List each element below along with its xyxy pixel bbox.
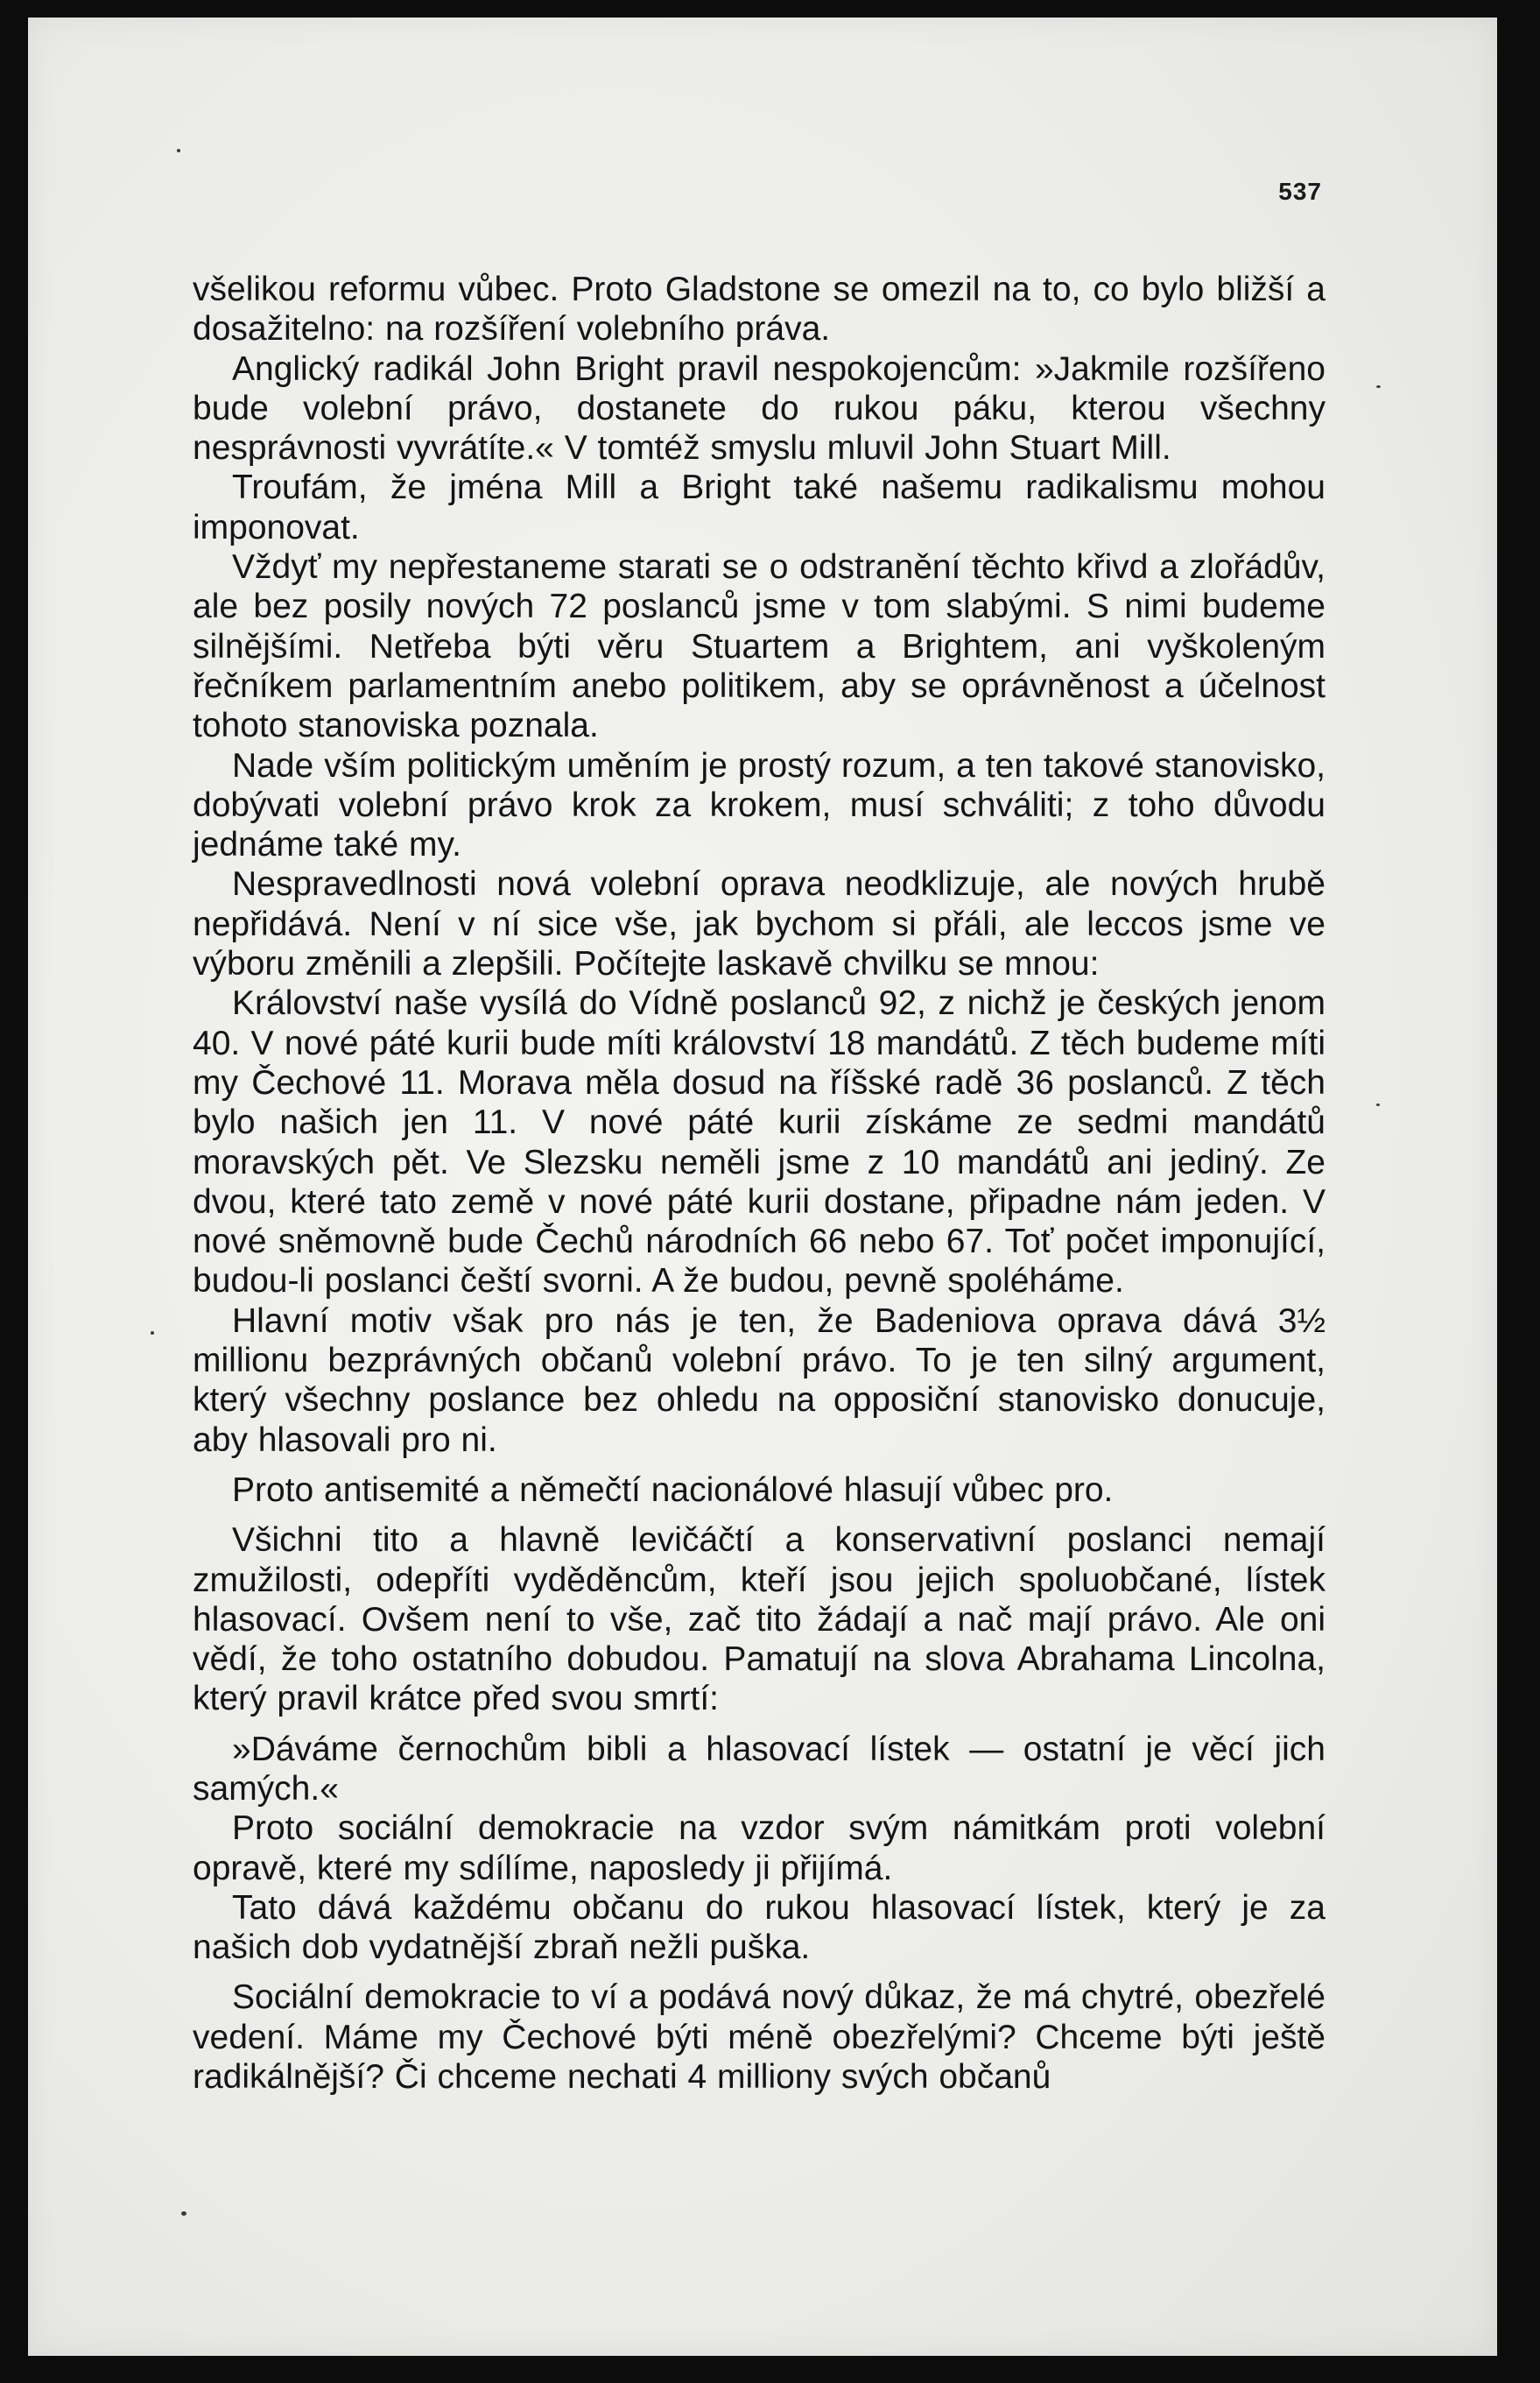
paragraph: Hlavní motiv však pro nás je ten, že Badeniova oprava dává 3½ millionu bezprávných občanů volební právo. To je ten silný argument, který všechny poslance bez ohledu na opposiční stanovisko donucuje, aby hlasovali pro ni. [193, 1301, 1326, 1459]
paragraph: Sociální demokracie to ví a podává nový důkaz, že má chytré, obezřelé vedení. Máme my Čechové býti méně obezřelými? Chceme býti ještě radikálnější? Či chceme nechati 4 milliony svých občanů [193, 1978, 1326, 2097]
scan-speck [177, 149, 180, 152]
scan-speck [151, 1331, 154, 1335]
body-text [193, 270, 1326, 2097]
paragraph: Troufám, že jména Mill a Bright také našemu radikalismu mohou imponovat. [193, 469, 1326, 546]
paragraph: Proto antisemité a němečtí nacionálové hlasují vůbec pro. [232, 1470, 1114, 1509]
paragraph: Anglický radikál John Bright pravil nespokojencům: »Jakmile rozšířeno bude volební právo, dostanete do rukou páku, kterou všechny nesprávnosti vyvrátíte.« V tomtéž smyslu mluvil John Stuart Mill. [193, 349, 1326, 468]
book-page [28, 18, 1497, 2356]
scan-speck [1376, 1103, 1380, 1106]
page-number: 537 [1278, 178, 1322, 205]
paragraph: Království naše vysílá do Vídně poslanců 92, z nichž je českých jenom 40. V nové páté kurii bude míti království 18 mandátů. Z těch budeme míti my Čechové 11. Morava měla dosud na říšské radě 36 poslanců. Z těch bylo našich jen 11. V nové páté kurii získáme ze sedmi mandátů moravských pět. Ve Slezsku neměli jsme z 10 mandátů ani jediný. Ze dvou, které tato země v nové páté kurii dostane, připadne nám jeden. V nové sněmovně bude Čechů národních 66 nebo 67. Toť počet imponující, budou-li poslanci čeští svorni. A že budou, pevně spoléháme. [193, 984, 1326, 1301]
paragraph: Proto sociální demokracie na vzdor svým námitkám proti volební opravě, které my sdílíme, naposledy ji přijímá. [193, 1809, 1326, 1887]
paragraph: Nade vším politickým uměním je prostý rozum, a ten takové stanovisko, dobývati volební právo krok za krokem, musí schváliti; z toho důvodu jednáme také my. [193, 746, 1326, 864]
paragraph: Tato dává každému občanu do rukou hlasovací lístek, který je za našich dob vydatnější zbraň nežli puška. [193, 1888, 1326, 1967]
paragraph: Nespravedlnosti nová volební oprava neodklizuje, ale nových hrubě nepřidává. Není v ní sice vše, jak bychom si přáli, ale leccos jsme ve výboru změnili a zlepšili. Počítejte laskavě chvilku se mnou: [193, 865, 1326, 984]
paragraph: všelikou reformu vůbec. Proto Gladstone se omezil na to, co bylo bližší a dosažitelno: na rozšíření volebního práva. [193, 271, 1326, 349]
paragraph: Všichni tito a hlavně levičáčtí a konservativní poslanci nemají zmužilosti, odepříti vyděděncům, kteří jsou jejich spoluobčané, lístek hlasovací. Ovšem není to vše, zač tito žádají a nač mají právo. Ale oni vědí, že toho ostatního dobudou. Pamatují na slova Abrahama Lincolna, který pravil krátce před svou smrtí: [193, 1521, 1326, 1718]
paragraph: »Dáváme černochům bibli a hlasovací lístek — ostatní je věcí jich samých.« [193, 1730, 1326, 1808]
paragraph: Vždyť my nepřestaneme starati se o odstranění těchto křivd a zlořádův, ale bez posily nových 72 poslanců jsme v tom slabými. S nimi budeme silnějšími. Netřeba býti věru Stuartem a Brightem, ani vyškoleným řečníkem parlamentním anebo politikem, aby se oprávněnost a účelnost tohoto stanoviska poznala. [193, 548, 1326, 745]
scan-speck [1376, 385, 1381, 388]
scan-speck [181, 2211, 186, 2216]
